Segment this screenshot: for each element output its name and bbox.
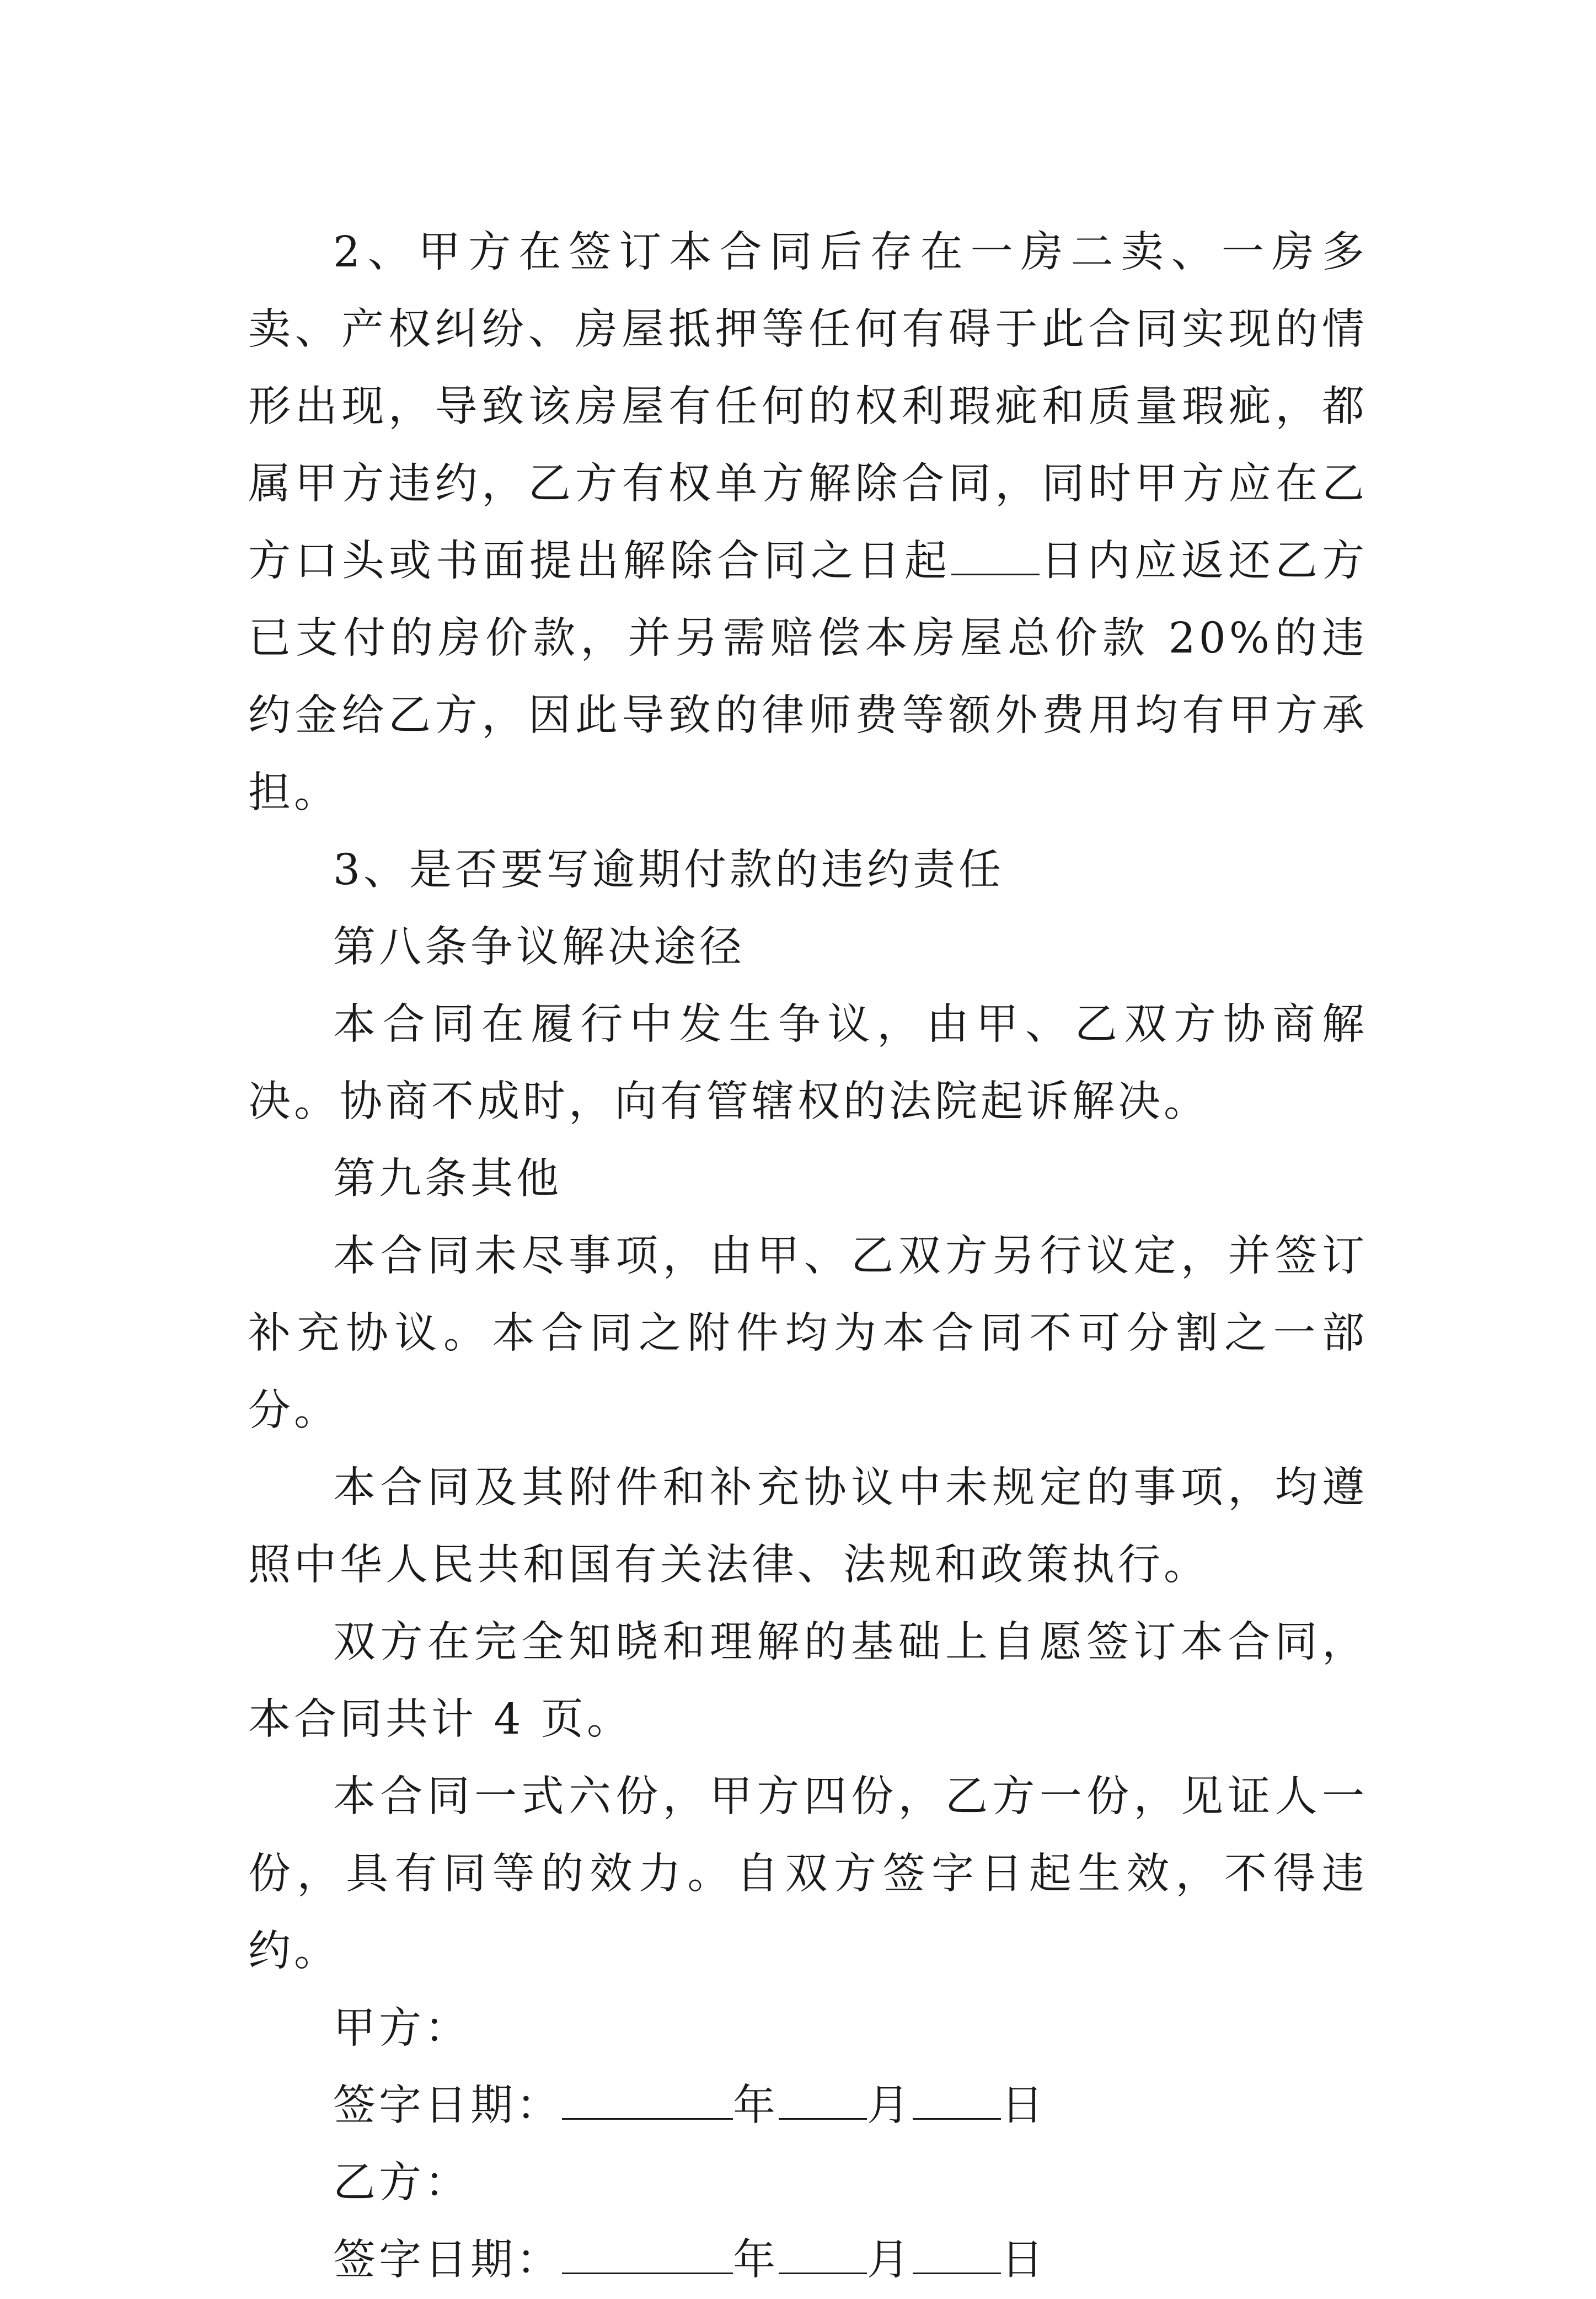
party-a-label: 甲方：	[333, 2004, 470, 2053]
clause-3-paragraph: 3、是否要写逾期付款的违约责任	[333, 846, 1004, 895]
party-a-sign-date	[248, 2067, 1368, 2145]
day-blank	[913, 2234, 1001, 2274]
article-8-paragraph: 本合同在履行中发生争议，由甲、乙双方协商解决。协商不成时，向有管辖权的法院起诉解决。	[248, 1000, 1368, 1126]
article-9-paragraph-2: 本合同及其附件和补充协议中未规定的事项，均遵照中华人民共和国有关法律、法规和政策执行。	[248, 1463, 1368, 1590]
day-label: 日	[1001, 2081, 1047, 2130]
article-9-heading: 第九条其他	[333, 1154, 562, 1204]
clause-2-text-part2: 日内应返还乙方已支付的房价款，并另需赔偿本房屋总价款 20%的违约金给乙方，因此导致的律师费等额外费用均有甲方承担。	[248, 537, 1368, 817]
month-blank	[779, 2234, 867, 2274]
clause-2-text-part1: 2、甲方在签订本合同后存在一房二卖、一房多卖、产权纠纷、房屋抵押等任何有碍于此合同实现的情形出现，导致该房屋有任何的权利瑕疵和质量瑕疵，都属甲方违约，乙方有权单方解除合同，同时甲方应在乙方口头或书面提出解除合同之日起	[248, 228, 1368, 586]
article-9-paragraph-4: 本合同一式六份，甲方四份，乙方一份，见证人一份，具有同等的效力。自双方签字日起生效，不得违约。	[248, 1772, 1368, 1976]
party-b-label: 乙方：	[333, 2158, 470, 2207]
month-label: 月	[867, 2081, 913, 2130]
month-label: 月	[867, 2236, 913, 2285]
day-label: 日	[1001, 2236, 1047, 2285]
sign-date-label: 签字日期：	[333, 2236, 562, 2285]
day-blank	[913, 2079, 1001, 2120]
clause-2-paragraph	[248, 214, 1368, 832]
year-label: 年	[733, 2236, 779, 2285]
year-label: 年	[733, 2081, 779, 2130]
sign-date-label: 签字日期：	[333, 2081, 562, 2130]
month-blank	[779, 2079, 867, 2120]
days-blank	[951, 535, 1040, 575]
year-blank	[562, 2234, 733, 2274]
article-9-paragraph-3: 双方在完全知晓和理解的基础上自愿签订本合同，本合同共计 4 页。	[248, 1618, 1368, 1744]
article-9-paragraph-1: 本合同未尽事项，由甲、乙双方另行议定，并签订补充协议。本合同之附件均为本合同不可分割之一部分。	[248, 1232, 1368, 1435]
document-body	[248, 214, 1368, 2299]
year-blank	[562, 2079, 733, 2120]
article-8-heading: 第八条争议解决途径	[333, 923, 745, 972]
party-b-sign-date	[248, 2222, 1368, 2299]
